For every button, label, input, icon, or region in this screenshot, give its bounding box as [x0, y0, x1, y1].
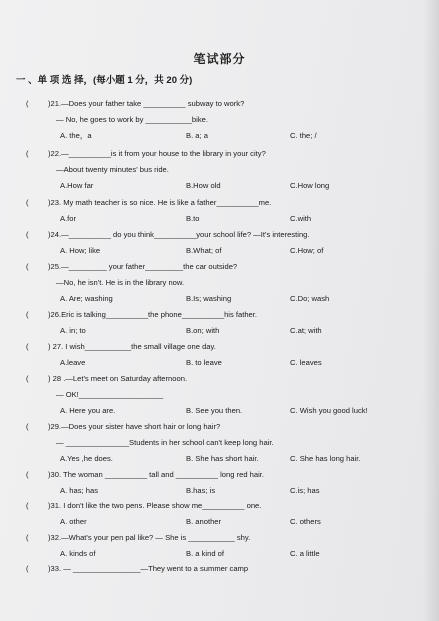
- question-stem: )29.—Does your sister have short hair or long hair?: [48, 422, 221, 431]
- page-title: 笔试部分: [193, 52, 246, 66]
- option-a: A.How far: [60, 181, 94, 190]
- option-c: C.How; of: [290, 246, 324, 255]
- option-b: B. a kind of: [186, 549, 224, 558]
- option-b: B. See you then.: [186, 406, 243, 415]
- question-stem: ) 28 .—Let's meet on Saturday afternoon.: [48, 374, 188, 383]
- option-b: B.to: [186, 214, 200, 223]
- option-a: A. How; like: [60, 246, 101, 255]
- question-stem: )30. The woman __________ tall and __________ long red hair.: [48, 470, 265, 479]
- option-b: B.Is; washing: [186, 294, 232, 303]
- question-dialogue-line: — OK!____________________: [56, 390, 164, 399]
- question-dialogue-line: —About twenty minutes' bus ride.: [56, 165, 169, 174]
- option-b: B. She has short hair.: [186, 454, 259, 463]
- answer-paren-left: (: [26, 374, 29, 383]
- question-stem: )22.—__________is it from your house to the library in your city?: [48, 149, 266, 158]
- question-dialogue-line: — _______________Students in her school can't keep long hair.: [56, 438, 274, 447]
- option-a: A. the，a: [60, 131, 92, 140]
- option-b: B.What; of: [186, 246, 222, 255]
- option-c: C. leaves: [290, 358, 322, 367]
- question-stem: ) 27. I wish___________the small village one day.: [48, 342, 216, 351]
- option-b: B. another: [186, 517, 222, 526]
- question-dialogue-line: —No, he isn't. He is in the library now.: [56, 278, 185, 287]
- answer-paren-left: (: [26, 470, 29, 479]
- option-b: B.has; is: [186, 486, 216, 495]
- answer-paren-left: (: [26, 533, 29, 542]
- option-a: A. in; to: [60, 326, 86, 335]
- option-c: C.at; with: [290, 326, 322, 335]
- option-c: C.Do; wash: [290, 294, 330, 303]
- option-a: A. kinds of: [60, 549, 96, 558]
- option-c: C. Wish you good luck!: [290, 406, 368, 415]
- option-c: C. a little: [290, 549, 320, 558]
- answer-paren-left: (: [26, 422, 29, 431]
- option-a: A. Are; washing: [60, 294, 113, 303]
- answer-paren-left: (: [26, 342, 29, 351]
- option-c: C. others: [290, 517, 321, 526]
- option-b: B.How old: [186, 181, 221, 190]
- option-c: C. the; /: [290, 131, 317, 140]
- question-stem: )21.—Does your father take __________ subway to work?: [48, 99, 245, 108]
- option-b: B. to leave: [186, 358, 222, 367]
- option-c: C.How long: [290, 181, 330, 190]
- option-a: A.leave: [60, 358, 86, 367]
- option-a: A. has; has: [60, 486, 98, 495]
- option-a: A. Here you are.: [60, 406, 116, 415]
- answer-paren-left: (: [26, 99, 29, 108]
- option-b: B.on; with: [186, 326, 220, 335]
- question-stem: )33. — ________________—They went to a summer camp: [48, 564, 249, 573]
- section-heading: 一 、单 项 选 择，(每小题 1 分，共 20 分): [16, 75, 193, 86]
- option-a: A.for: [60, 214, 77, 223]
- option-b: B. a; a: [186, 131, 208, 140]
- answer-paren-left: (: [26, 230, 29, 239]
- answer-paren-left: (: [26, 149, 29, 158]
- answer-paren-left: (: [26, 310, 29, 319]
- question-stem: )32.—What's your pen pal like? — She is ___________ shy.: [48, 533, 251, 542]
- option-c: C.is; has: [290, 486, 320, 495]
- question-dialogue-line: — No, he goes to work by ___________bike.: [56, 115, 208, 124]
- page-edge-shadow: [423, 0, 439, 621]
- option-c: C.with: [290, 214, 312, 223]
- answer-paren-left: (: [26, 262, 29, 271]
- question-stem: )26.Eric is talking__________the phone__________his father.: [48, 310, 257, 319]
- option-a: A. other: [60, 517, 87, 526]
- question-stem: )25.—_________ your father_________the car outside?: [48, 262, 238, 271]
- question-stem: )23. My math teacher is so nice. He is like a father__________me.: [48, 198, 272, 207]
- answer-paren-left: (: [26, 198, 29, 207]
- answer-paren-left: (: [26, 501, 29, 510]
- question-stem: )24.—__________ do you think__________your school life? —It's interesting.: [48, 230, 310, 239]
- option-a: A.Yes ,he does.: [60, 454, 113, 463]
- option-c: C. She has long hair.: [290, 454, 361, 463]
- question-stem: )31. I don't like the two pens. Please show me__________ one.: [48, 501, 262, 510]
- answer-paren-left: (: [26, 564, 29, 573]
